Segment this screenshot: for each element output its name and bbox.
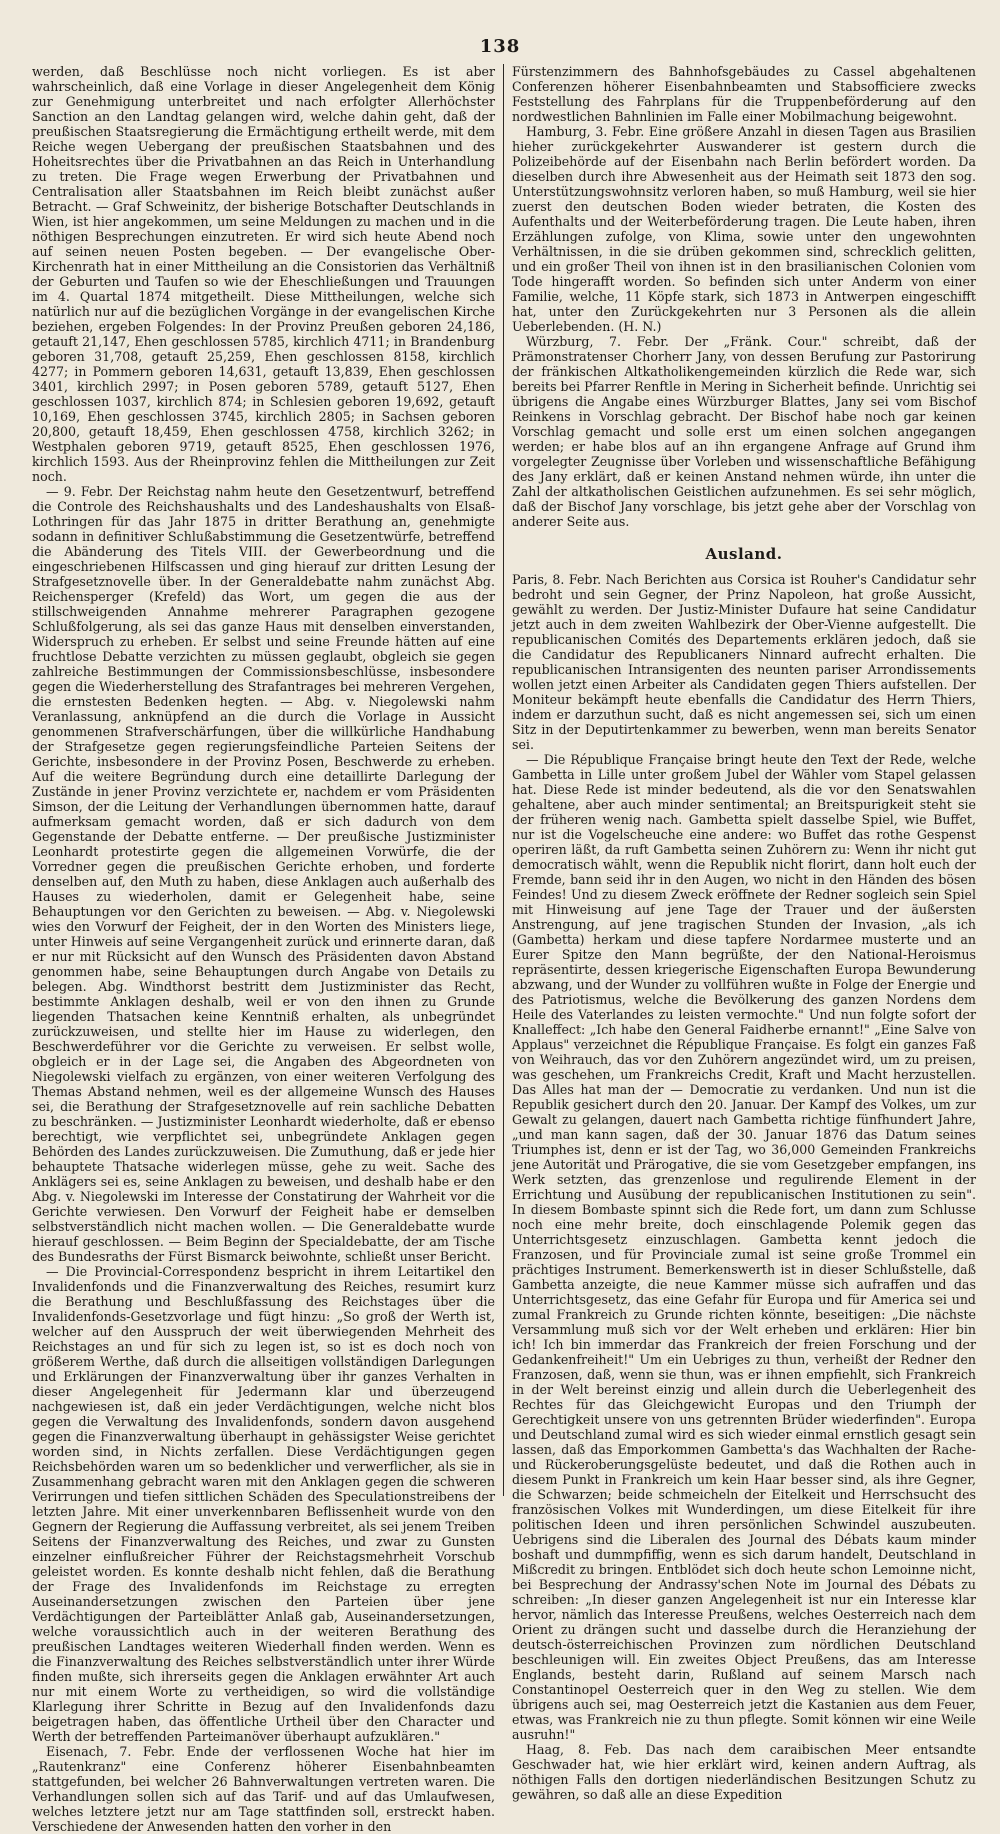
- article-paragraph: Paris, 8. Febr. Nach Berichten aus Corsica ist Rouher's Candidatur sehr bedroht und sein Gegner, der Prinz Napoleon, hat große Aussicht, gewählt zu werden. Der Justiz-Minister Dufaure hat seine Candidatur jetzt auch in dem zweiten Wahlbezirk der Ober-Vienne aufgestellt. Die republicanischen Comités des Departements erklären jedoch, daß sie die Candidatur des Republicaners Ninnard aufrecht erhalten. Die republicanischen Intransigenten des neunten pariser Arrondissements wollen jetzt einen Arbeiter als Candidaten gegen Thiers aufstellen. Der Moniteur bekämpft heute ebenfalls die Candidatur des Herrn Thiers, indem er darzuthun sucht, daß es nicht angemessen sei, sich um einen Sitz in der Deputirtenkammer zu bewerben, wenn man bereits Senator sei.: [512, 572, 976, 752]
- article-paragraph: Hamburg, 3. Febr. Eine größere Anzahl in diesen Tagen aus Brasilien hieher zurückgekehrter Auswanderer ist gestern durch die Polizeibehörde auf der Eisenbahn nach Berlin befördert worden. Da dieselben durch ihre Abwesenheit aus der Heimath seit 1873 den sog. Unterstützungswohnsitz verloren haben, so muß Hamburg, weil sie hier zuerst den deutschen Boden wieder betraten, die Kosten des Aufenthalts und der Weiterbeförderung tragen. Die Leute haben, ihren Erzählungen zufolge, von Klima, sowie unter den ungewohnten Verhältnissen, in die sie drüben gekommen sind, schrecklich gelitten, und ein großer Theil von ihnen ist in den brasilianischen Colonien vom Tode hingerafft worden. So befinden sich unter Anderm von einer Familie, welche, 11 Köpfe stark, sich 1873 in Antwerpen eingeschifft hat, unter den Zurückgekehrten nur 3 Personen als die allein Ueberlebenden. (H. N.): [512, 124, 976, 334]
- left-column: [30, 64, 504, 1834]
- text-columns: [30, 64, 978, 1834]
- article-paragraph: — 9. Febr. Der Reichstag nahm heute den Gesetzentwurf, betreffend die Controle des Reichshaushalts und des Landeshaushalts von Elsaß-Lothringen für das Jahr 1875 in dritter Berathung an, genehmigte sodann in definitiver Schlußabstimmung die Gesetzentwürfe, betreffend die Abänderung des Titels VIII. der Gewerbeordnung und die eingeschriebenen Hilfscassen und ging hierauf zur dritten Lesung der Strafgesetznovelle über. In der Generaldebatte nahm zunächst Abg. Reichensperger (Krefeld) das Wort, um gegen die aus der stillschweigenden Annahme mehrerer Paragraphen gezogene Schlußfolgerung, als sei das ganze Haus mit denselben einverstanden, Widerspruch zu erheben. Er selbst und seine Freunde hätten auf eine fruchtlose Debatte verzichten zu müssen geglaubt, obgleich sie gegen zahlreiche Bestimmungen der Commissionsbeschlüsse, insbesondere gegen die Wiederherstellung des Strafantrages bei mehreren Vergehen, die ernstesten Bedenken hegten. — Abg. v. Niegolewski nahm Veranlassung, anknüpfend an die durch die Vorlage in Aussicht genommenen Strafverschärfungen, über die willkürliche Handhabung der Strafgesetze gegen regierungsfeindliche Parteien Seitens der Gerichte, insbesondere in der Provinz Posen, Beschwerde zu erheben. Auf die weitere Begründung durch eine detaillirte Darlegung der Zustände in jener Provinz verzichtete er, nachdem er vom Präsidenten Simson, der die Leitung der Verhandlungen übernommen hatte, darauf aufmerksam gemacht worden, daß er sich dadurch von dem Gegenstande der Debatte entferne. — Der preußische Justizminister Leonhardt protestirte gegen die allgemeinen Vorwürfe, die der Vorredner gegen die preußischen Gerichte erhoben, und forderte denselben auf, den Muth zu haben, diese Anklagen auch außerhalb des Hauses zu wiederholen, damit er Gelegenheit habe, seine Behauptungen vor den Gerichten zu beweisen. — Abg. v. Niegolewski wies den Vorwurf der Feigheit, der in den Worten des Ministers liege, unter Hinweis auf seine Vergangenheit zurück und erinnerte daran, daß er nur mit Rücksicht auf den Wunsch des Präsidenten davon Abstand genommen habe, seine Behauptungen durch Angabe von Details zu belegen. Abg. Windthorst bestritt dem Justizminister das Recht, bestimmte Anklagen deshalb, weil er von den ihnen zu Grunde liegenden Thatsachen keine Kenntniß erhalten, als unbegründet zurückzuweisen, und stellte hier im Hause zu widerlegen, den Beschwerdeführer vor die Gerichte zu verweisen. Er selbst wolle, obgleich er in der Lage sei, die Angaben des Abgeordneten von Niegolewski vielfach zu ergänzen, von einer weiteren Verfolgung des Themas Abstand nehmen, weil es der allgemeine Wunsch des Hauses sei, die Berathung der Strafgesetznovelle auf rein sachliche Debatten zu beschränken. — Justizminister Leonhardt wiederholte, daß er ebenso berechtigt, wie verpflichtet sei, unbegründete Anklagen gegen Behörden des Landes zurückzuweisen. Die Zumuthung, daß er jede hier behauptete Thatsache widerlegen müsse, gehe zu weit. Sache des Anklägers sei es, seine Anklagen zu beweisen, und deshalb habe er den Abg. v. Niegolewski im Interesse der Constatirung der Wahrheit vor die Gerichte verwiesen. Den Vorwurf der Feigheit habe er demselben selbstverständlich nicht machen wollen. — Die Generaldebatte wurde hierauf geschlossen. — Beim Beginn der Specialdebatte, der am Tische des Bundesraths der Fürst Bismarck beiwohnte, schließt unser Bericht.: [32, 484, 495, 1264]
- right-column: [504, 64, 978, 1802]
- article-paragraph: Haag, 8. Feb. Das nach dem caraibischen Meer entsandte Geschwader hat, wie hier erklärt wird, keinen andern Auftrag, als nöthigen Falls den dortigen niederländischen Besitzungen Schutz zu gewähren, so daß alle an diese Expedition: [512, 1742, 976, 1802]
- article-paragraph: — Die République Française bringt heute den Text der Rede, welche Gambetta in Lille unter großem Jubel der Wähler vom Stapel gelassen hat. Diese Rede ist minder bedeutend, als die vor den Senatswahlen gehaltene, aber auch minder sentimental; an Breitspurigkeit steht sie der früheren wenig nach. Gambetta spielt dasselbe Spiel, wie Buffet, nur ist die Vogelscheuche eine andere: wo Buffet das rothe Gespenst operiren läßt, da ruft Gambetta seinen Zuhörern zu: Wenn ihr nicht gut democratisch wählt, wenn die Republik nicht florirt, dann holt euch der Fremde, bann seid ihr in den Augen, wo nicht in den Händen des bösen Feindes! Und zu diesem Zweck eröffnete der Redner sogleich sein Spiel mit Hinweisung auf jene Tage der Trauer und der äußersten Anstrengung, auf jene tragischen Stunden der Invasion, „als ich (Gambetta) herkam und diese tapfere Nordarmee musterte und an Eurer Spitze den Mann begrüßte, der den National-Heroismus repräsentirte, dessen kriegerische Eigenschaften Europa Bewunderung abzwang, und der Wunder zu vollführen wußte in Folge der Energie und des Patriotismus, welche die Bevölkerung des ganzen Nordens dem Heile des Vaterlandes zu leisten vermochte." Und nun folgte sofort der Knalleffect: „Ich habe den General Faidherbe ernannt!" „Eine Salve von Applaus" verzeichnet die République Française. Es folgt ein ganzes Faß von Weihrauch, das vor den Zuhörern angezündet wird, um zu preisen, was geschehen, um Frankreichs Credit, Kraft und Macht herzustellen. Das Alles hat man der — Democratie zu verdanken. Und nun ist die Republik gesichert durch den 20. Januar. Der Kampf des Volkes, um zur Gewalt zu gelangen, dauert nach Gambetta richtige fünfhundert Jahre, „und man kann sagen, daß der 30. Januar 1876 das Datum seines Triumphes ist, denn er ist der Tag, wo 36,000 Gemeinden Frankreichs jene Autorität und Prärogative, die sie vom Gesetzgeber empfangen, ins Werk setzten, das grenzenlose und regulirende Element in der Errichtung und Ausübung der republicanischen Institutionen zu sein". In diesem Bombaste spinnt sich die Rede fort, um dann zum Schlusse noch eine mehr breite, doch einschlagende Polemik gegen das Unterrichtsgesetz einzuschlagen. Gambetta kennt jedoch die Franzosen, und für Provinciale zumal ist seine große Trommel ein prächtiges Instrument. Bemerkenswerth ist in dieser Schlußstelle, daß Gambetta anzeigte, die neue Kammer müsse sich aufraffen und das Unterrichtsgesetz, das eine Gefahr für Europa und für America sei und zumal Frankreich zu Grunde richten könnte, beseitigen: „Die nächste Versammlung muß sich vor der Welt erheben und erklären: Hier bin ich! Ich bin immerdar das Frankreich der freien Forschung und der Gedankenfreiheit!" Um ein Uebriges zu thun, verheißt der Redner den Franzosen, daß, wenn sie thun, was er ihnen empfiehlt, sich Frankreich in der Welt bereinst einzig und allein durch die Ueberlegenheit des Rechtes für das Gleichgewicht Europas und den Triumph der Gerechtigkeit unsere von uns getrennten Brüder wiederfinden". Europa und Deutschland zumal wird es sich wieder einmal ernstlich gesagt sein lassen, daß das Emporkommen Gambetta's das Wachhalten der Rache- und Rückeroberungsgelüste bedeutet, und daß die Rothen auch in diesem Punkt in Frankreich um kein Haar besser sind, als ihre Gegner, die Schwarzen; beide schmeicheln der Eitelkeit und Herrschsucht des französischen Volkes mit Wunderdingen, um diese Eitelkeit für ihre politischen Ideen und ihren persönlichen Schwindel auszubeuten. Uebrigens sind die Liberalen des Journal des Débats kaum minder boshaft und dummpfiffig, wenn es sich darum handelt, Deutschland in Mißcredit zu bringen. Entblödet sich doch heute schon Lemoinne nicht, bei Besprechung der Andrassy'schen Note im Journal des Débats zu schreiben: „In dieser ganzen Angelegenheit ist nur ein Interesse klar hervor, nämlich das Interesse Preußens, welches Oesterreich nach dem Orient zu drängen sucht und dasselbe durch die Heranziehung der deutsch-österreichischen Provinzen zum nördlichen Deutschland beschleunigen will. Ein zweites Object Preußens, das am Interesse Englands, besteht darin, Rußland auf seinem Marsch nach Constantinopel Oesterreich quer in den Weg zu stellen. Wie dem übrigens auch sei, mag Oesterreich jetzt die Kastanien aus dem Feuer, etwas, was Frankreich nie zu thun pflegte. Somit können wir eine Weile ausruhn!": [512, 752, 976, 1742]
- article-paragraph: Fürstenzimmern des Bahnhofsgebäudes zu Cassel abgehaltenen Conferenzen höherer Eisenbahnbeamten und Stabsofficiere zwecks Feststellung des Fahrplans für die Truppenbeförderung auf den nordwestlichen Bahnlinien im Falle einer Mobilmachung beigewohnt.: [512, 64, 976, 124]
- section-heading-text: Ausland.: [705, 545, 783, 563]
- page-number: 138: [479, 36, 521, 57]
- article-paragraph: werden, daß Beschlüsse noch nicht vorliegen. Es ist aber wahrscheinlich, daß eine Vorlage in dieser Angelegenheit dem König zur Genehmigung unterbreitet und nach erfolgter Allerhöchster Sanction an den Landtag gelangen wird, welche dahin geht, daß der preußischen Staatsregierung die Ermächtigung ertheilt werde, mit dem Reiche wegen Uebergang der preußischen Staatsbahnen und des Hoheitsrechtes über die Privatbahnen an das Reich in Unterhandlung zu treten. Die Frage wegen Erwerbung der Privatbahnen und Centralisation aller Staatsbahnen im Reich bleibt zunächst außer Betracht. — Graf Schweinitz, der bisherige Botschafter Deutschlands in Wien, ist hier angekommen, um seine Meldungen zu machen und in die nöthigen Besprechungen einzutreten. Er wird sich heute Abend noch auf seinen neuen Posten begeben. — Der evangelische Ober-Kirchenrath hat in einer Mittheilung an die Consistorien das Verhältniß der Geburten und Taufen so wie der Eheschließungen und Trauungen im 4. Quartal 1874 mitgetheilt. Diese Mittheilungen, welche sich natürlich nur auf die bezüglichen Vorgänge in der evangelischen Kirche beziehen, ergeben Folgendes: In der Provinz Preußen geboren 24,186, getauft 21,147, Ehen geschlossen 5785, kirchlich 4711; in Brandenburg geboren 31,708, getauft 25,259, Ehen geschlossen 8158, kirchlich 4277; in Pommern geboren 14,631, getauft 13,839, Ehen geschlossen 3401, kirchlich 2997; in Posen geboren 5789, getauft 5127, Ehen geschlossen 1037, kirchlich 874; in Schlesien geboren 19,692, getauft 10,169, Ehen geschlossen 3745, kirchlich 2805; in Sachsen geboren 20,800, getauft 18,459, Ehen geschlossen 4758, kirchlich 3262; in Westphalen geboren 9719, getauft 8525, Ehen geschlossen 1976, kirchlich 1593. Aus der Rheinprovinz fehlen die Mittheilungen zur Zeit noch.: [32, 64, 495, 484]
- article-paragraph: Eisenach, 7. Febr. Ende der verflossenen Woche hat hier im „Rautenkranz" eine Conferenz höherer Eisenbahnbeamten stattgefunden, bei welcher 26 Bahnverwaltungen vertreten waren. Die Verhandlungen sollen sich auf das Tarif- und auf das Umlaufwesen, welches letztere jetzt nur am Tage stattfinden soll, erstreckt haben. Verschiedene der Anwesenden hatten den vorher in den: [32, 1744, 495, 1834]
- section-heading-ausland: [512, 547, 976, 562]
- article-paragraph: Würzburg, 7. Febr. Der „Fränk. Cour." schreibt, daß der Prämonstratenser Chorherr Jany, von dessen Berufung zur Pastorirung der fränkischen Altkatholikengemeinden kürzlich die Rede war, sich bereits bei Pfarrer Renftle in Mering in Sicherheit befinde. Unrichtig sei übrigens die Angabe eines Würzburger Blattes, Jany sei vom Bischof Reinkens in Vorschlag gebracht. Der Bischof habe noch gar keinen Vorschlag gemacht und solle erst um einen solchen angegangen werden; er habe blos auf an ihn ergangene Anfrage auf Grund ihm vorgelegter Zeugnisse über Vorleben und wissenschaftliche Befähigung des Jany erklärt, daß er keinen Anstand nehmen würde, ihn unter die Zahl der altkatholischen Geistlichen aufzunehmen. Es sei sehr möglich, daß der Bischof Jany vorschlage, bis jetzt gehe aber der Vorschlag von anderer Seite aus.: [512, 334, 976, 529]
- article-paragraph: — Die Provincial-Correspondenz bespricht in ihrem Leitartikel den Invalidenfonds und die Finanzverwaltung des Reiches, resumirt kurz die Berathung und Beschlußfassung des Reichstages über die Invalidenfonds-Gesetzvorlage und fügt hinzu: „So groß der Werth ist, welcher auf den Ausspruch der weit überwiegenden Mehrheit des Reichstages an und für sich zu legen ist, so ist es doch noch von größerem Werthe, daß durch die allseitigen vollständigen Darlegungen und Erklärungen der Finanzverwaltung über ihr ganzes Verhalten in dieser Angelegenheit für Jedermann klar und überzeugend nachgewiesen ist, daß ein jeder Verdächtigungen, welche nicht blos gegen die Verwaltung des Invalidenfonds, sondern davon ausgehend gegen die Finanzverwaltung überhaupt in gehässigster Weise gerichtet worden sind, in Nichts zerfallen. Diese Verdächtigungen gegen Reichsbehörden waren um so bedenklicher und verwerflicher, als sie in Zusammenhang gebracht waren mit den Anklagen gegen die schweren Verirrungen und tiefen sittlichen Schäden des Speculationstreibens der letzten Jahre. Mit einer unverkennbaren Beflissenheit wurde von den Gegnern der Regierung die Auffassung verbreitet, als sei jenem Treiben Seitens der Finanzverwaltung des Reiches, und zwar zu Gunsten einzelner einflußreicher Führer der Reichstagsmehrheit Vorschub geleistet worden. Es konnte deshalb nicht fehlen, daß die Berathung der Frage des Invalidenfonds im Reichstage zu erregten Auseinandersetzungen zwischen den Parteien über jene Verdächtigungen der Parteiblätter Anlaß gab, Auseinandersetzungen, welche voraussichtlich auch in der weiteren Berathung des preußischen Landtages weiteren Wiederhall finden werden. Wenn es die Finanzverwaltung des Reiches selbstverständlich unter ihrer Würde finden mußte, sich ihrerseits gegen die Anklagen erwähnter Art auch nur mit einem Worte zu vertheidigen, so wird die vollständige Klarlegung ihrer Schritte in Bezug auf den Invalidenfonds dazu beigetragen haben, das öffentliche Urtheil über den Character und Werth der betreffenden Parteimanöver überhaupt aufzuklären.": [32, 1264, 495, 1744]
